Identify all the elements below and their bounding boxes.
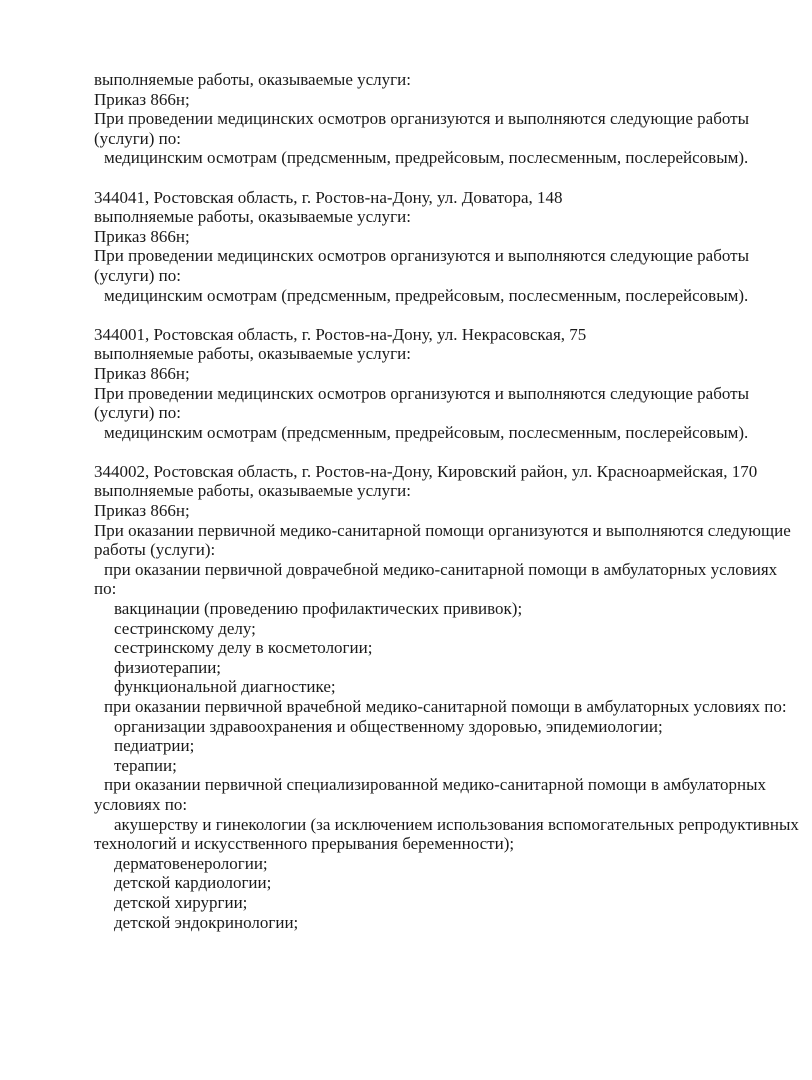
text-line: Приказ 866н; [94, 226, 190, 246]
text-line: терапии; [114, 755, 177, 775]
text-line: При проведении медицинских осмотров организуются и выполняются следующие работы [94, 246, 749, 266]
text-line: выполняемые работы, оказываемые услуги: [94, 207, 411, 227]
text-line: Приказ 866н; [94, 363, 190, 383]
text-line: при оказании первичной врачебной медико-санитарной помощи в амбулаторных условиях по: [104, 697, 787, 716]
text-line: медицинским осмотрам (предсменным, предрейсовым, послесменным, послерейсовым). [104, 285, 749, 305]
text-line: медицинским осмотрам (предсменным, предрейсовым, послесменным, послерейсовым). [104, 148, 749, 168]
text-line: акушерству и гинекологии (за исключением использования вспомогательных репродуктивных [114, 814, 799, 834]
text-line: медицинским осмотрам (предсменным, предрейсовым, послесменным, послерейсовым). [104, 422, 749, 442]
text-line: условиях по: [94, 794, 188, 814]
text-line: (услуги) по: [94, 403, 181, 423]
blank-line [94, 305, 782, 325]
text-line: сестринскому делу в косметологии; [114, 638, 373, 658]
text-line: при оказании первичной доврачебной медико-санитарной помощи в амбулаторных условиях [104, 559, 778, 579]
text-line: при оказании первичной специализированной медико-санитарной помощи в амбулаторных [104, 775, 767, 795]
text-line: педиатрии; [114, 736, 195, 756]
blank-line [94, 442, 782, 462]
text-line: организации здравоохранения и общественному здоровью, эпидемиологии; [114, 716, 663, 736]
text-line: выполняемые работы, оказываемые услуги: [94, 481, 411, 501]
text-line: (услуги) по: [94, 128, 181, 148]
text-line: При проведении медицинских осмотров организуются и выполняются следующие работы [94, 109, 749, 129]
address-line: 344041, Ростовская область, г. Ростов-на-Дону, ул. Доватора, 148 [94, 187, 563, 207]
text-line: дерматовенерологии; [114, 853, 268, 873]
document-body [94, 70, 799, 932]
address-line: 344002, Ростовская область, г. Ростов-на-Дону, Кировский район, ул. Красноармейская, 170 [94, 461, 758, 481]
text-line: Приказ 866н; [94, 501, 190, 521]
text-line: При проведении медицинских осмотров организуются и выполняются следующие работы [94, 383, 749, 403]
text-line: физиотерапии; [114, 657, 222, 677]
text-line: детской эндокринологии; [114, 912, 299, 932]
text-line: детской кардиологии; [114, 873, 272, 893]
text-line: работы (услуги): [94, 540, 216, 560]
text-line: При оказании первичной медико-санитарной помощи организуются и выполняются следующие [94, 520, 791, 540]
text-line: технологий и искусственного прерывания беременности); [94, 834, 515, 854]
text-line: детской хирургии; [114, 892, 248, 912]
text-line: выполняемые работы, оказываемые услуги: [94, 70, 411, 89]
text-line: сестринскому делу; [114, 618, 256, 638]
text-line: Приказ 866н; [94, 89, 190, 109]
blank-line [94, 168, 782, 188]
text-line: функциональной диагностике; [114, 677, 336, 697]
address-line: 344001, Ростовская область, г. Ростов-на-Дону, ул. Некрасовская, 75 [94, 324, 587, 344]
text-line: вакцинации (проведению профилактических прививок); [114, 599, 523, 619]
text-line: по: [94, 579, 117, 599]
text-line: выполняемые работы, оказываемые услуги: [94, 344, 411, 364]
text-line: (услуги) по: [94, 265, 181, 285]
